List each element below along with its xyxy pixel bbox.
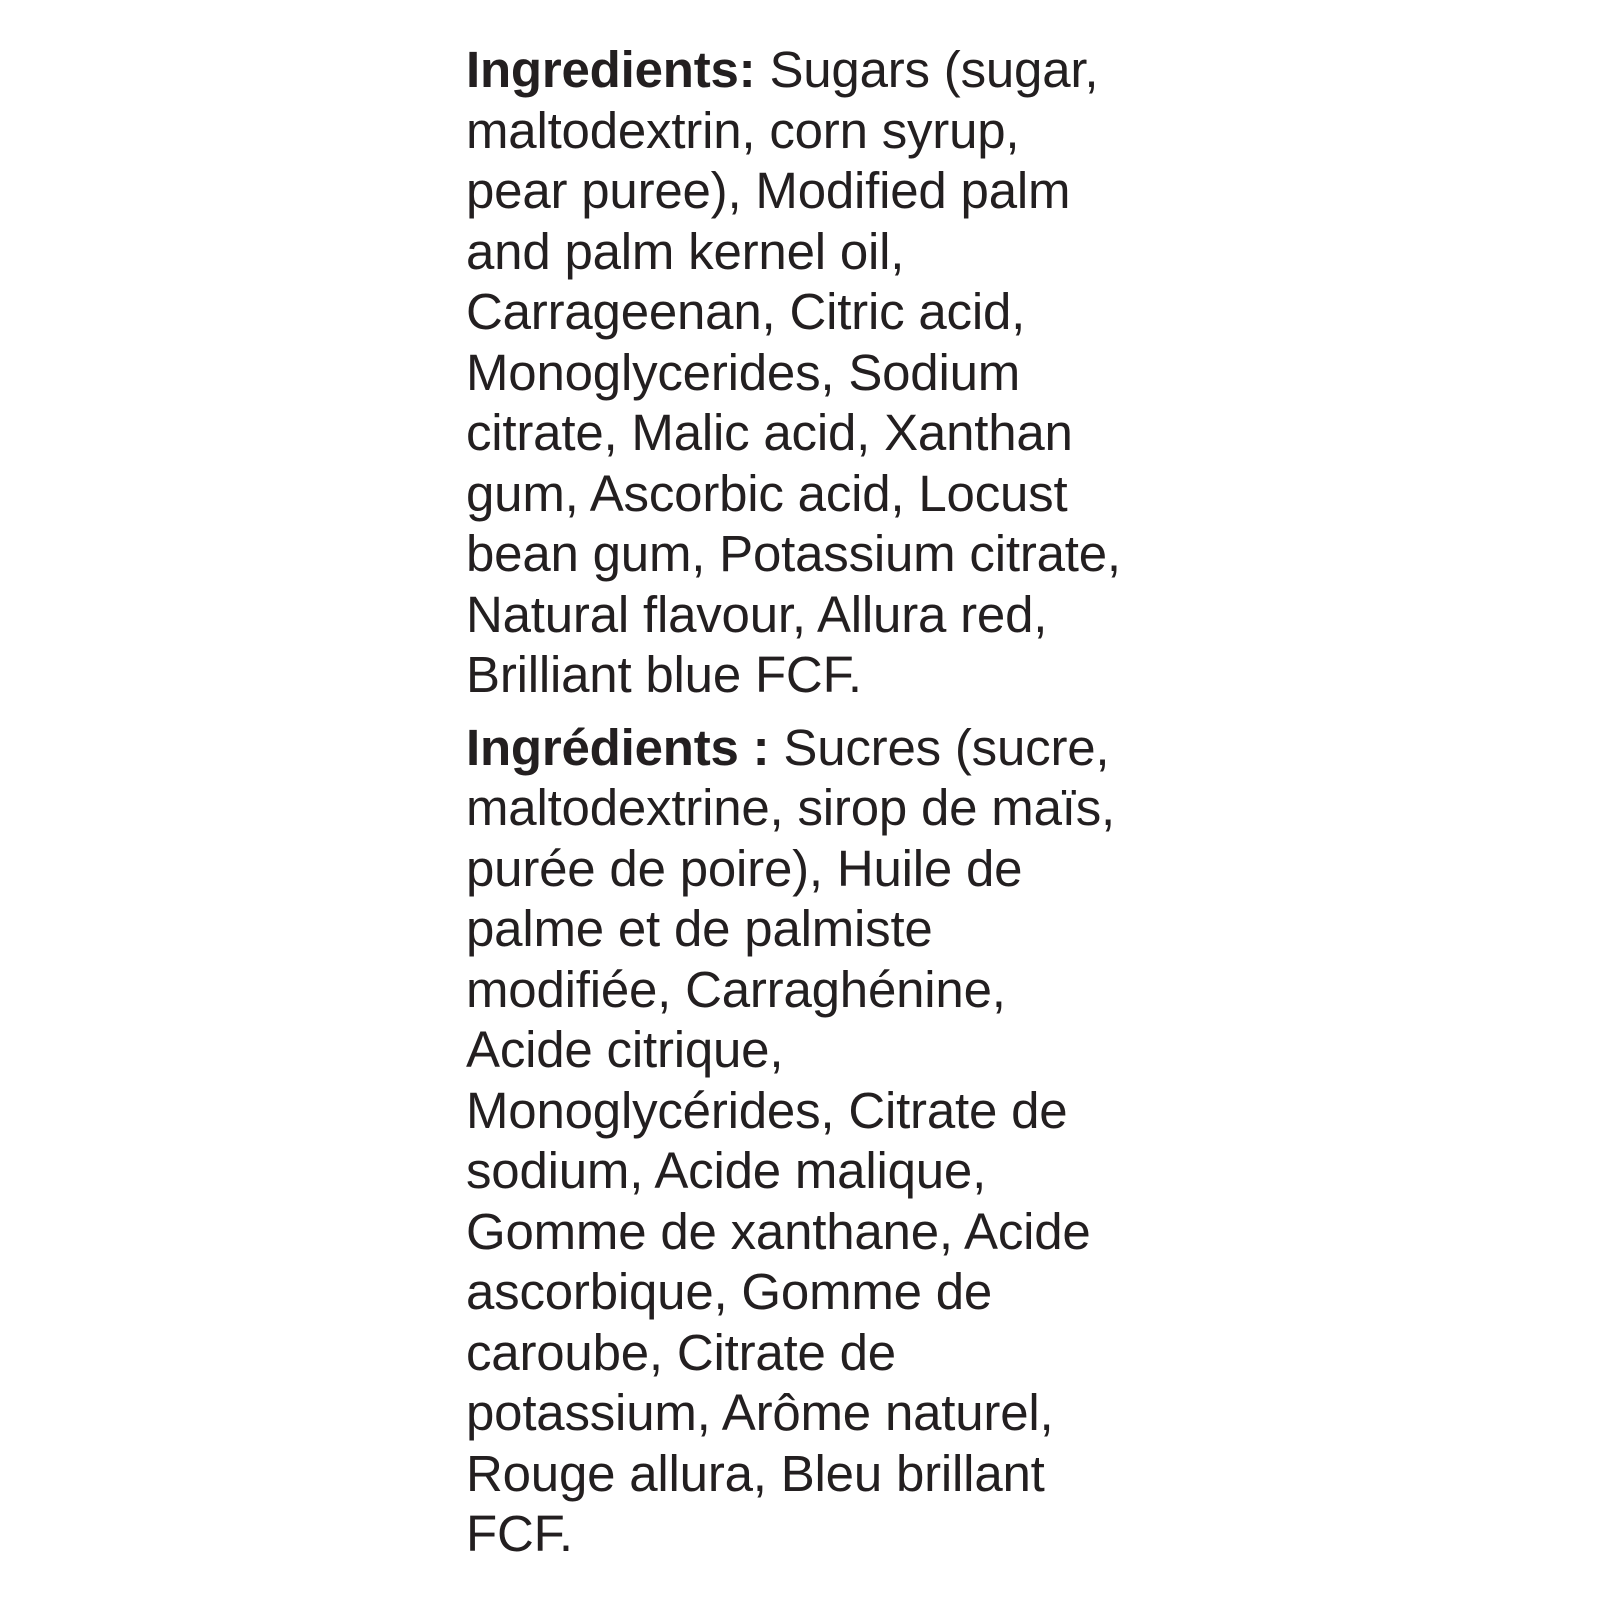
english-line-6: Monoglycerides, Sodium xyxy=(466,343,1021,401)
english-line-10: Natural flavour, Allura red, xyxy=(466,585,1048,643)
english-heading: Ingredients: xyxy=(466,41,756,98)
french-line-10: ascorbique, Gomme de xyxy=(466,1263,993,1320)
english-ingredients xyxy=(466,40,1166,706)
english-line-1: Sugars (sugar, xyxy=(755,41,1099,98)
french-first-line xyxy=(466,718,1166,779)
english-line-3: pear puree), Modified palm xyxy=(466,162,1071,219)
english-line-2: maltodextrin, corn syrup, xyxy=(466,101,1020,159)
ingredients-label xyxy=(466,40,1166,1565)
french-heading: Ingrédients : xyxy=(466,718,770,776)
english-first-line xyxy=(466,40,1166,101)
french-line-11: caroube, Citrate de xyxy=(466,1323,896,1381)
french-line-5: modifiée, Carraghénine, xyxy=(466,960,1006,1018)
french-line-3: purée de poire), Huile de xyxy=(466,839,1023,897)
french-ingredients xyxy=(466,718,1166,1565)
french-line-13: Rouge allura, Bleu brillant xyxy=(466,1444,1045,1502)
english-line-4: and palm kernel oil, xyxy=(466,222,905,280)
french-line-1: Sucres (sucre, xyxy=(769,718,1110,776)
english-line-7: citrate, Malic acid, Xanthan xyxy=(466,404,1073,461)
french-line-4: palme et de palmiste xyxy=(466,900,933,957)
english-line-11: Brilliant blue FCF. xyxy=(466,646,862,703)
french-line-8: sodium, Acide malique, xyxy=(466,1142,987,1199)
french-line-2: maltodextrine, sirop de maïs, xyxy=(466,779,1115,836)
english-line-5: Carrageenan, Citric acid, xyxy=(466,283,1026,340)
french-line-9: Gomme de xanthane, Acide xyxy=(466,1202,1091,1260)
english-line-9: bean gum, Potassium citrate, xyxy=(466,525,1121,582)
french-line-7: Monoglycérides, Citrate de xyxy=(466,1081,1068,1139)
french-line-12: potassium, Arôme naturel, xyxy=(466,1384,1054,1441)
french-line-14: FCF. xyxy=(466,1505,573,1562)
french-line-6: Acide citrique, xyxy=(466,1021,784,1078)
english-line-8: gum, Ascorbic acid, Locust xyxy=(466,464,1068,522)
